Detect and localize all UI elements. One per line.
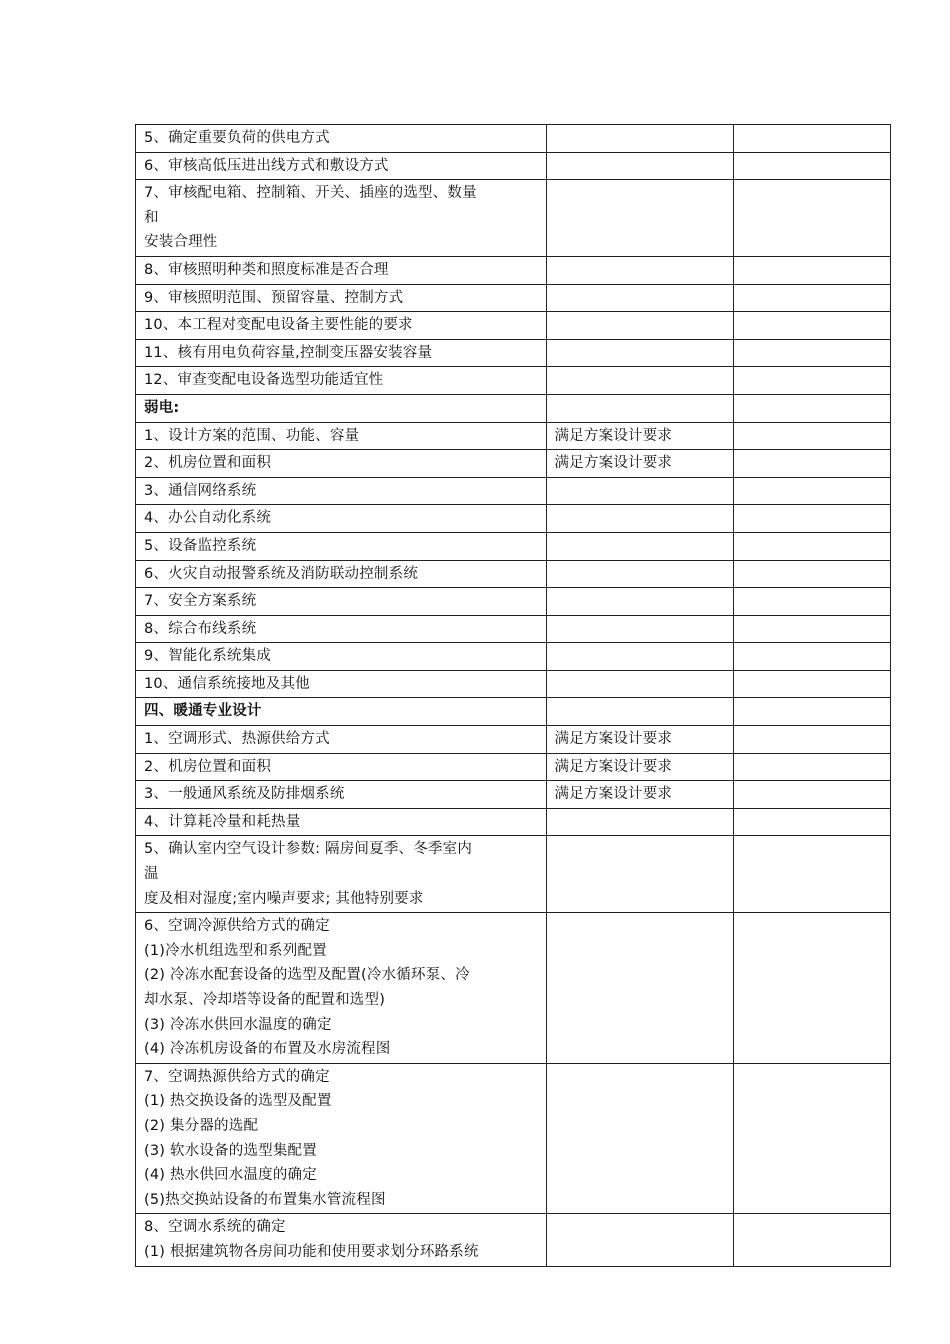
remarks-cell: [733, 753, 890, 781]
review-table-body: [136, 125, 891, 1267]
review-item-cell: [136, 422, 547, 450]
remarks-cell: [733, 450, 890, 478]
review-item-line: 9、智能化系统集成: [144, 648, 272, 665]
table-row: [136, 477, 891, 505]
review-item-line: 2、机房位置和面积: [144, 455, 272, 472]
section-title-cell: [136, 698, 547, 726]
review-result-cell: [546, 913, 733, 1064]
review-item-cell: [136, 477, 547, 505]
review-result-cell: [546, 1063, 733, 1214]
review-item-line: 8、空调水系统的确定: [144, 1219, 286, 1236]
review-result-cell: [546, 505, 733, 533]
review-item-cell: [136, 1214, 547, 1266]
remarks-cell: [733, 726, 890, 754]
review-item-line: 1、空调形式、热源供给方式: [144, 731, 330, 748]
review-item-cell: [136, 836, 547, 913]
review-result-cell: [546, 836, 733, 913]
review-item-line: 6、审核高低压进出线方式和敷设方式: [144, 157, 389, 174]
review-item-line: 温: [144, 866, 159, 883]
remarks-cell: [733, 312, 890, 340]
review-item-cell: [136, 913, 547, 1064]
review-item-line: 弱电:: [144, 399, 180, 416]
review-item-cell: [136, 1063, 547, 1214]
review-item-line: (2) 冷冻水配套设备的选型及配置(冷水循环泵、冷: [144, 967, 470, 984]
review-item-cell: [136, 367, 547, 395]
review-item-cell: [136, 726, 547, 754]
remarks-cell: [733, 284, 890, 312]
review-item-line: (1) 热交换设备的选型及配置: [144, 1093, 332, 1110]
table-row: [136, 643, 891, 671]
table-row: [136, 560, 891, 588]
review-item-line: (3) 软水设备的选型集配置: [144, 1142, 317, 1159]
review-item-cell: [136, 339, 547, 367]
review-item-cell: [136, 643, 547, 671]
review-item-line: 和: [144, 209, 159, 226]
review-item-cell: [136, 450, 547, 478]
review-result-cell: 满足方案设计要求: [546, 422, 733, 450]
review-item-line: 11、核有用电负荷容量,控制变压器安装容量: [144, 344, 433, 361]
review-item-cell: [136, 588, 547, 616]
review-item-cell: [136, 560, 547, 588]
review-result-cell: [546, 588, 733, 616]
remarks-cell: [733, 532, 890, 560]
review-item-line: 12、审查变配电设备选型功能适宜性: [144, 372, 384, 389]
remarks-cell: [733, 836, 890, 913]
table-row: [136, 180, 891, 257]
remarks-cell: [733, 615, 890, 643]
review-item-line: 5、设备监控系统: [144, 537, 257, 554]
remarks-cell: [733, 670, 890, 698]
review-item-line: 8、审核照明种类和照度标准是否合理: [144, 261, 389, 278]
review-item-line: 8、综合布线系统: [144, 620, 257, 637]
review-item-line: (3) 冷冻水供回水温度的确定: [144, 1016, 332, 1033]
review-result-cell: [546, 532, 733, 560]
review-result-cell: 满足方案设计要求: [546, 726, 733, 754]
table-row: [136, 284, 891, 312]
remarks-cell: [733, 367, 890, 395]
table-row: [136, 152, 891, 180]
review-item-cell: [136, 808, 547, 836]
table-row: [136, 808, 891, 836]
review-item-line: 3、通信网络系统: [144, 482, 257, 499]
review-result-cell: [546, 643, 733, 671]
review-item-line: 6、火灾自动报警系统及消防联动控制系统: [144, 565, 419, 582]
review-item-cell: [136, 152, 547, 180]
table-row: [136, 312, 891, 340]
review-item-line: 3、一般通风系统及防排烟系统: [144, 786, 345, 803]
remarks-cell: [733, 422, 890, 450]
review-item-line: 4、办公自动化系统: [144, 510, 272, 527]
review-item-cell: [136, 284, 547, 312]
table-row: [136, 422, 891, 450]
review-item-line: (5)热交换站设备的布置集水管流程图: [144, 1191, 386, 1208]
review-item-cell: [136, 125, 547, 153]
review-result-cell: [546, 1214, 733, 1266]
section-header-row: [136, 394, 891, 422]
table-row: [136, 670, 891, 698]
remarks-cell: [733, 808, 890, 836]
review-item-line: 7、安全方案系统: [144, 593, 257, 610]
review-result-cell: 满足方案设计要求: [546, 753, 733, 781]
review-item-line: 9、审核照明范围、预留容量、控制方式: [144, 289, 404, 306]
review-item-line: 5、确定重要负荷的供电方式: [144, 130, 330, 146]
review-item-line: (4) 热水供回水温度的确定: [144, 1167, 317, 1184]
remarks-cell: [733, 1214, 890, 1266]
review-result-cell: [546, 394, 733, 422]
table-row: [136, 450, 891, 478]
review-item-cell: [136, 256, 547, 284]
review-item-cell: [136, 312, 547, 340]
review-result-cell: [546, 339, 733, 367]
review-result-cell: [546, 152, 733, 180]
review-item-line: (4) 冷冻机房设备的布置及水房流程图: [144, 1041, 391, 1058]
review-item-cell: [136, 781, 547, 809]
review-item-line: (2) 集分器的选配: [144, 1117, 259, 1134]
review-table: [135, 124, 891, 1267]
remarks-cell: [733, 152, 890, 180]
remarks-cell: [733, 256, 890, 284]
review-item-line: 7、空调热源供给方式的确定: [144, 1068, 330, 1085]
table-row: [136, 1214, 891, 1266]
remarks-cell: [733, 913, 890, 1064]
remarks-cell: [733, 1063, 890, 1214]
review-item-cell: [136, 753, 547, 781]
table-row: [136, 532, 891, 560]
remarks-cell: [733, 477, 890, 505]
review-item-line: 度及相对湿度;室内噪声要求; 其他特别要求: [144, 890, 424, 907]
remarks-cell: [733, 781, 890, 809]
review-result-cell: [546, 256, 733, 284]
review-item-line: 1、设计方案的范围、功能、容量: [144, 427, 360, 444]
review-result-cell: [546, 698, 733, 726]
remarks-cell: [733, 505, 890, 533]
review-result-cell: [546, 477, 733, 505]
table-row: [136, 125, 891, 153]
table-row: [136, 339, 891, 367]
review-result-cell: [546, 180, 733, 257]
table-row: [136, 753, 891, 781]
review-item-line: 7、审核配电箱、控制箱、开关、插座的选型、数量: [144, 185, 477, 202]
remarks-cell: [733, 560, 890, 588]
remarks-cell: [733, 125, 890, 153]
table-row: [136, 615, 891, 643]
review-result-cell: [546, 808, 733, 836]
review-item-line: 10、本工程对变配电设备主要性能的要求: [144, 317, 413, 334]
review-item-line: 5、确认室内空气设计参数: 隔房间夏季、冬季室内: [144, 841, 473, 858]
review-result-cell: [546, 312, 733, 340]
review-result-cell: [546, 367, 733, 395]
remarks-cell: [733, 643, 890, 671]
review-item-line: (1) 根据建筑物各房间功能和使用要求划分环路系统: [144, 1243, 479, 1260]
table-row: [136, 781, 891, 809]
review-item-line: 2、机房位置和面积: [144, 758, 272, 775]
table-row: [136, 726, 891, 754]
review-item-cell: [136, 670, 547, 698]
remarks-cell: [733, 588, 890, 616]
review-result-cell: [546, 615, 733, 643]
table-row: [136, 1063, 891, 1214]
review-item-line: 安装合理性: [144, 234, 218, 251]
review-result-cell: 满足方案设计要求: [546, 450, 733, 478]
review-item-line: 却水泵、冷却塔等设备的配置和选型): [144, 992, 386, 1008]
review-item-cell: [136, 532, 547, 560]
review-result-cell: [546, 284, 733, 312]
review-result-cell: 满足方案设计要求: [546, 781, 733, 809]
remarks-cell: [733, 698, 890, 726]
table-row: [136, 256, 891, 284]
review-result-cell: [546, 670, 733, 698]
remarks-cell: [733, 339, 890, 367]
section-title-cell: [136, 394, 547, 422]
table-row: [136, 588, 891, 616]
table-row: [136, 836, 891, 913]
review-item-cell: [136, 505, 547, 533]
review-item-cell: [136, 180, 547, 257]
table-row: [136, 505, 891, 533]
review-item-line: 四、暖通专业设计: [144, 703, 262, 720]
remarks-cell: [733, 180, 890, 257]
section-header-row: [136, 698, 891, 726]
review-item-line: 6、空调冷源供给方式的确定: [144, 918, 330, 935]
review-result-cell: [546, 125, 733, 153]
table-row: [136, 367, 891, 395]
review-item-cell: [136, 615, 547, 643]
review-item-line: 4、计算耗冷量和耗热量: [144, 813, 301, 830]
table-row: [136, 913, 891, 1064]
review-result-cell: [546, 560, 733, 588]
remarks-cell: [733, 394, 890, 422]
review-item-line: 10、通信系统接地及其他: [144, 675, 310, 692]
review-item-line: (1)冷水机组选型和系列配置: [144, 942, 327, 959]
